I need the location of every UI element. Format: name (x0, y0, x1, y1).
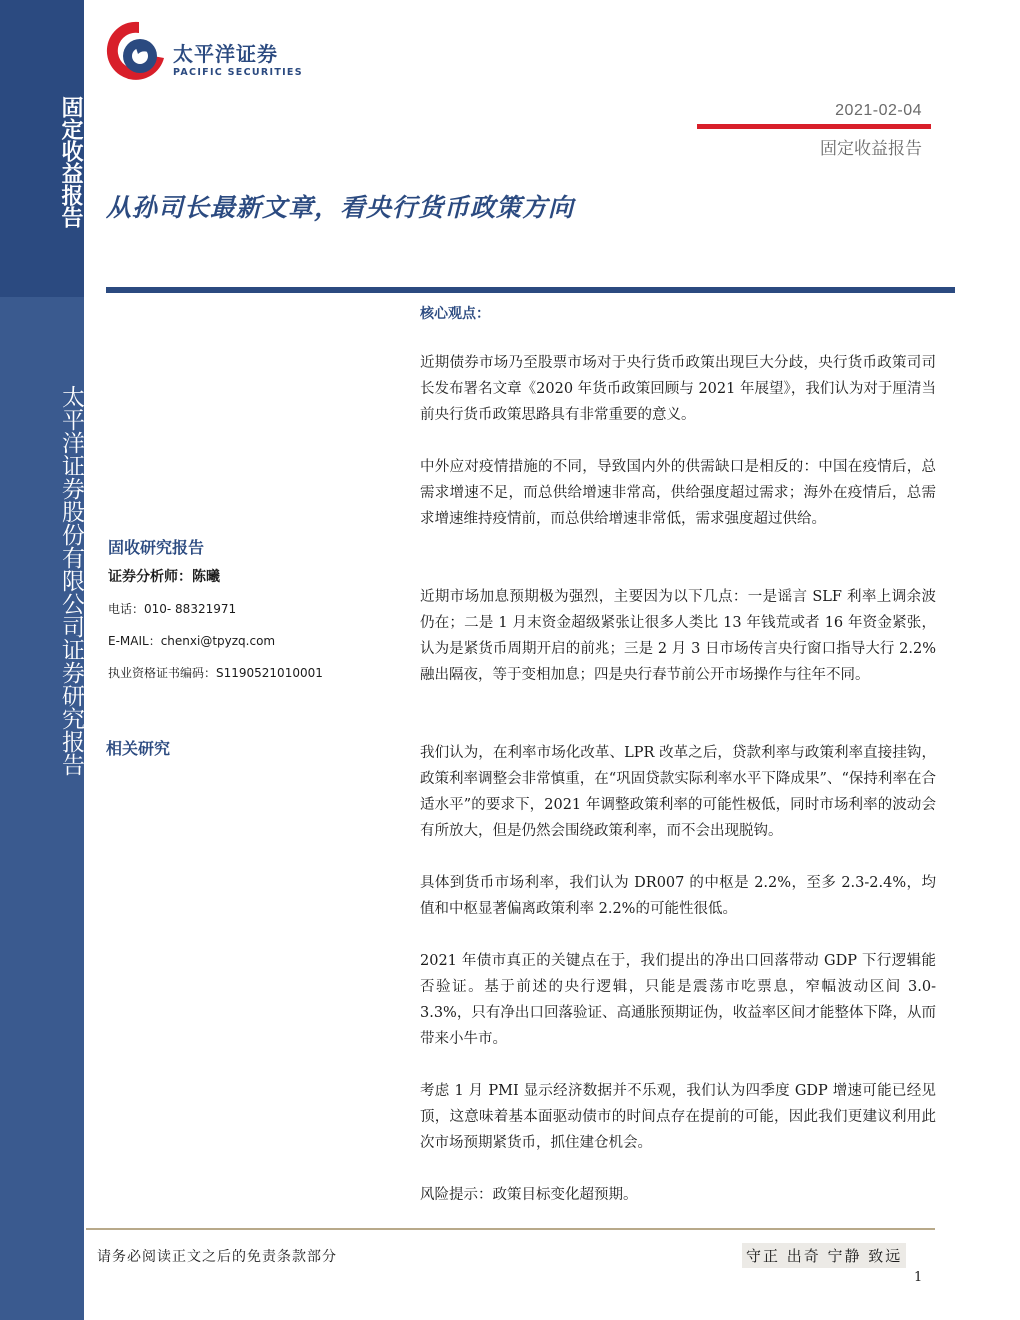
sidebar-bottom-label: 太平洋证券股份有限公司证券研究报告 (58, 385, 84, 776)
report-date: 2021-02-04 (835, 102, 922, 119)
section-title: 固收研究报告 (108, 538, 205, 557)
footer-divider (86, 1228, 935, 1230)
logo-mark-icon (106, 18, 168, 84)
page-number: 1 (914, 1270, 923, 1285)
core-heading: 核心观点： (420, 306, 490, 322)
analyst-email: E-MAIL：chenxi@tpyzq.com (108, 634, 276, 648)
main-content (420, 300, 936, 1203)
paragraph: 近期市场加息预期极为强烈，主要因为以下几点：一是谣言 SLF 利率上调余波仍在；二是 1 月末资金超级紧张让很多人类比 13 年钱荒或者 16 年资金紧张，认为是紧货币周期开启的前兆；三是 2 月 3 日市场传言央行窗口指导大行 2.2%融出隔夜，等于变相加息；四是央行春节前公开市场操作与往年不同。 (420, 589, 936, 683)
company-motto: 守正 出奇 宁静 致远 (742, 1243, 906, 1268)
report-type: 固定收益报告 (820, 139, 922, 159)
analyst-name: 证券分析师：陈曦 (108, 569, 220, 585)
related-research-title: 相关研究 (106, 739, 171, 758)
sidebar-report-type (0, 0, 84, 297)
paragraph: 近期债券市场乃至股票市场对于央行货币政策出现巨大分歧，央行货币政策司司长发布署名文章《2020 年货币政策回顾与 2021 年展望》，我们认为对于厘清当前央行货币政策思路具有非常重要的意义。 (420, 355, 936, 423)
analyst-license: 执业资格证书编码：S1190521010001 (108, 666, 323, 680)
logo-name-cn: 太平洋证券 (173, 42, 278, 66)
paragraph: 2021 年债市真正的关键点在于，我们提出的净出口回落带动 GDP 下行逻辑能否验证。基于前述的央行逻辑，只能是震荡市吃票息，窄幅波动区间 3.0-3.3%，只有净出口回落验证、高通胀预期证伪，收益率区间才能整体下降，从而带来小牛市。 (420, 953, 936, 1047)
logo-name-en: PACIFIC SECURITIES (173, 67, 303, 78)
paragraph: 我们认为，在利率市场化改革、LPR 改革之后，贷款利率与政策利率直接挂钩，政策利率调整会非常慎重，在“巩固贷款实际利率水平下降成果”、“保持利率在合适水平”的要求下，2021 年调整政策利率的可能性极低，同时市场利率的波动会有所放大，但是仍然会围绕政策利率，而不会出现脱钩。 (420, 745, 936, 839)
sidebar-company (0, 297, 84, 1320)
paragraph: 考虑 1 月 PMI 显示经济数据并不乐观，我们认为四季度 GDP 增速可能已经见顶，这意味着基本面驱动债市的时间点存在提前的可能，因此我们更建议利用此次市场预期紧货币，抓住建仓机会。 (420, 1083, 936, 1151)
analyst-phone: 电话：010- 88321971 (108, 602, 237, 616)
page-title: 从孙司长最新文章，看央行货币政策方向 (106, 193, 575, 222)
analyst-info (108, 535, 398, 681)
paragraph: 中外应对疫情措施的不同，导致国内外的供需缺口是相反的：中国在疫情后，总需求增速不足，而总供给增速非常高，供给强度超过需求；海外在疫情后，总需求增速维持疫情前，而总供给增速非常低，需求强度超过供给。 (420, 459, 936, 527)
sidebar-top-label: 固定收益报告 (58, 96, 83, 228)
company-logo (106, 18, 306, 88)
title-divider (106, 287, 955, 293)
paragraph: 具体到货币市场利率，我们认为 DR007 的中枢是 2.2%，至多 2.3-2.4%，均值和中枢显著偏离政策利率 2.2%的可能性很低。 (420, 875, 936, 917)
risk-warning: 风险提示：政策目标变化超预期。 (420, 1187, 638, 1203)
date-accent-bar (697, 124, 931, 129)
disclaimer-note: 请务必阅读正文之后的免责条款部分 (97, 1249, 337, 1265)
